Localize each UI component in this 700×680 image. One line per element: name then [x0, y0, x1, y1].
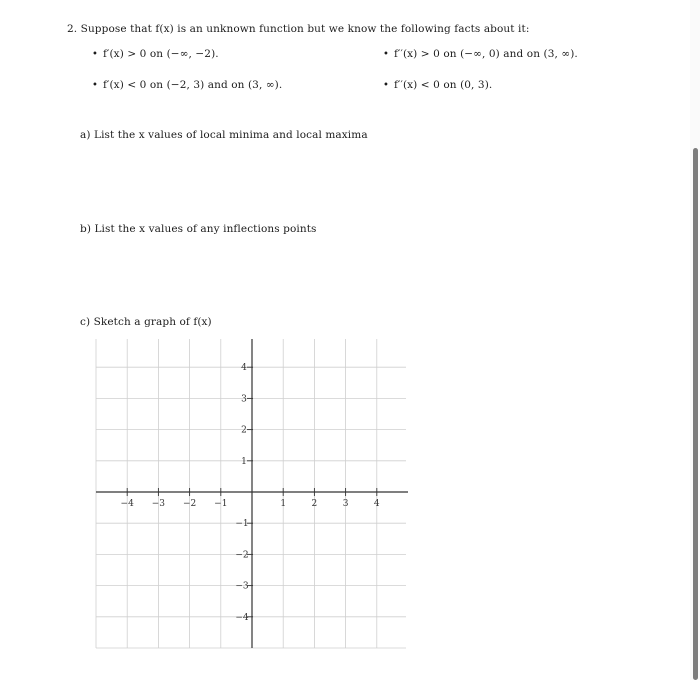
part-c-label: c) Sketch a graph of f(x) [80, 316, 212, 328]
y-tick-label: 4 [241, 363, 247, 374]
x-tick-label: −4 [120, 499, 134, 509]
y-tick-label: −4 [235, 612, 249, 623]
bullet-icon: • [383, 80, 389, 91]
x-tick-label: 3 [342, 499, 349, 509]
x-tick-label: −2 [182, 499, 197, 509]
scrollbar-thumb[interactable] [693, 148, 698, 680]
fact-4: f′′(x) < 0 on (0, 3). [394, 79, 493, 91]
x-tick-label: −3 [151, 499, 166, 509]
y-tick-label: −1 [235, 519, 249, 530]
bullet-icon: • [92, 49, 98, 60]
bullet-icon: • [383, 49, 389, 60]
part-b-label: b) List the x values of any inflections points [80, 223, 317, 235]
x-tick-label: 1 [280, 499, 287, 509]
y-tick-label: 3 [241, 394, 247, 405]
fact-3: f′(x) < 0 on (−2, 3) and on (3, ∞). [103, 79, 283, 91]
x-tick-label: 4 [373, 499, 380, 509]
bullet-icon: • [92, 80, 98, 91]
fact-2: f′′(x) > 0 on (−∞, 0) and on (3, ∞). [394, 48, 578, 60]
x-tick-label: 2 [311, 499, 318, 509]
y-tick-label: 2 [241, 425, 247, 436]
y-tick-label: −2 [235, 550, 249, 561]
problem-intro: 2. Suppose that f(x) is an unknown function but we know the following facts about it: [67, 23, 530, 35]
part-a-label: a) List the x values of local minima and local maxima [80, 129, 368, 141]
x-tick-label: −1 [214, 499, 228, 509]
y-tick-label: 1 [241, 456, 247, 467]
y-tick-label: −3 [235, 581, 249, 592]
scrollbar[interactable] [690, 0, 700, 680]
fact-1: f′(x) > 0 on (−∞, −2). [103, 48, 219, 60]
